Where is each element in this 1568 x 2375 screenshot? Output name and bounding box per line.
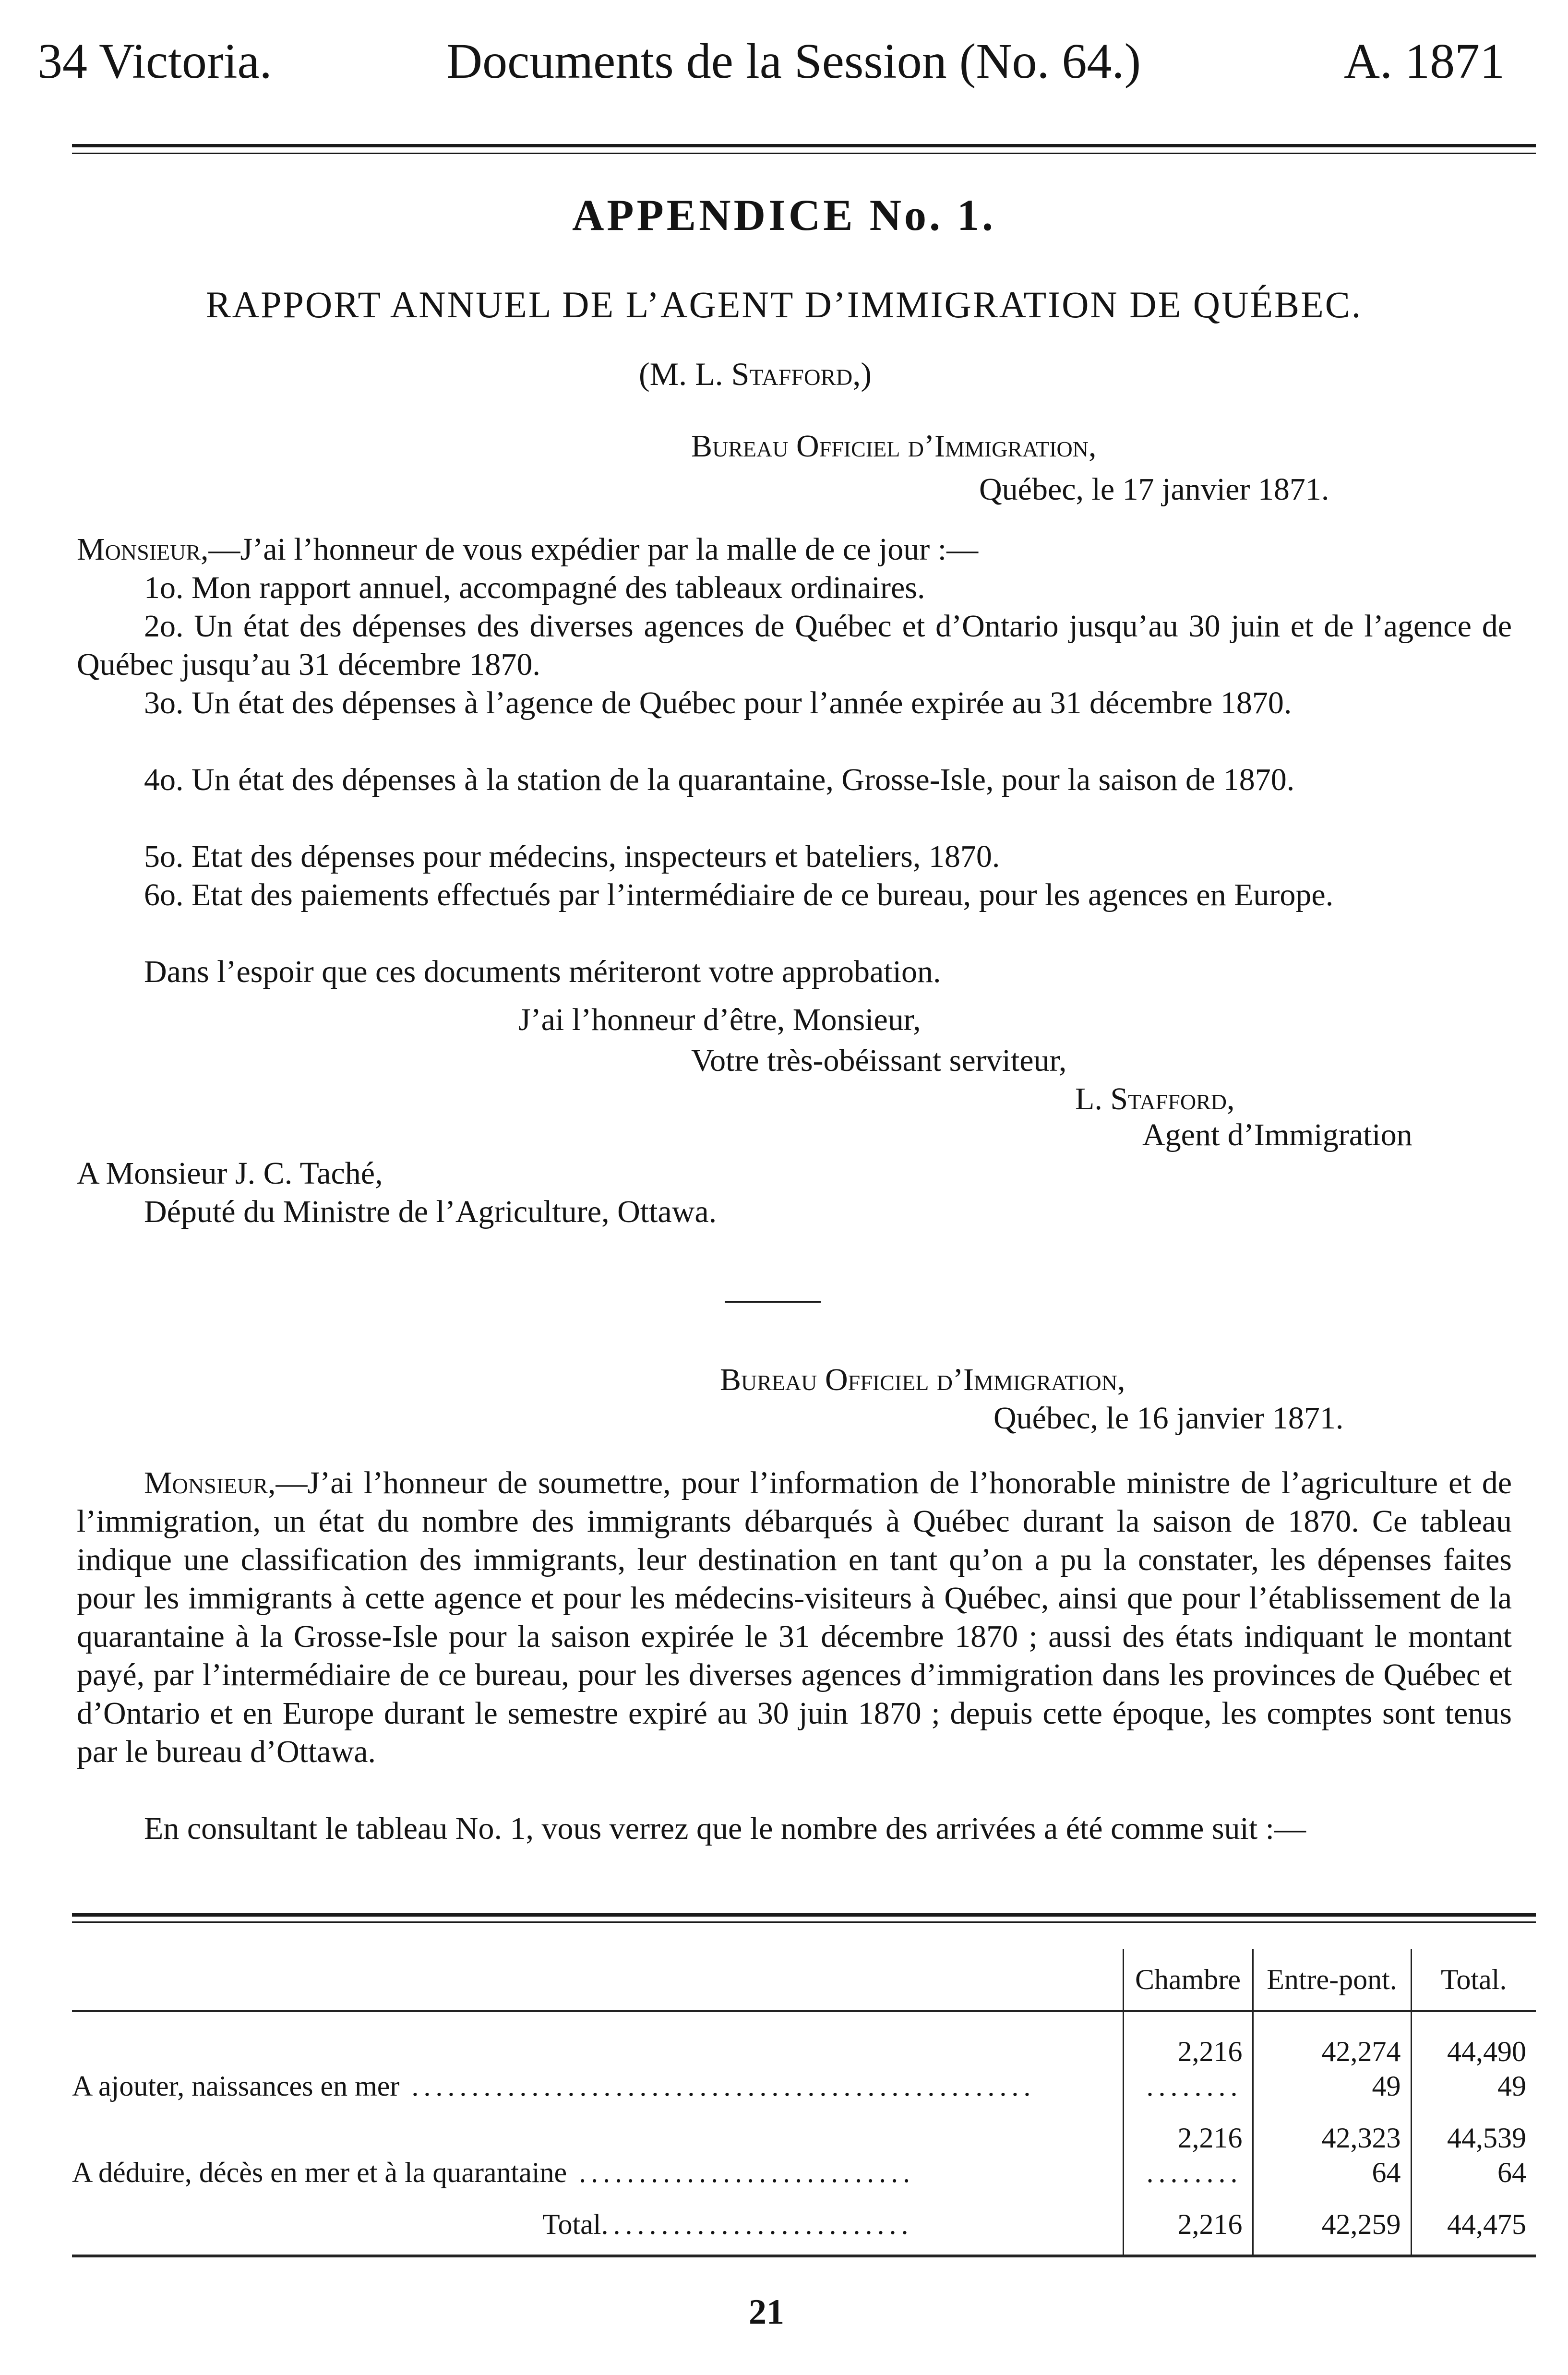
author-line: (M. L. Stafford,) <box>639 356 872 392</box>
letter1-office: Bureau Officiel d’Immigration, <box>691 429 1097 464</box>
page-number: 21 <box>749 2292 784 2332</box>
row1-entrepont: 42,274 <box>1253 2011 1411 2069</box>
letter1-sign-2: Votre très-obéissant serviteur, <box>691 1043 1067 1078</box>
row2-label: A ajouter, naissances en mer <box>72 2070 400 2102</box>
table-header-row <box>72 1949 1536 2011</box>
letter1-item-6: 6o. Etat des paiements effectués par l’intermédiaire de ce bureau, pour les agences en Europe. <box>144 877 1334 912</box>
header-left: 34 Victoria. <box>37 34 272 89</box>
total-label: Total <box>542 2208 601 2240</box>
letter1-addressee-1: A Monsieur J. C. Taché, <box>77 1156 383 1191</box>
letter1-closing: Dans l’espoir que ces documents mériteront votre approbation. <box>144 954 941 989</box>
row1-total: 44,490 <box>1411 2011 1536 2069</box>
letter1-item-3: 3o. Un état des dépenses à l’agence de Québec pour l’année expirée au 31 décembre 1870. <box>144 685 1292 720</box>
letter1-addressee-2: Député du Ministre de l’Agriculture, Ottawa. <box>144 1194 717 1229</box>
table-row <box>72 2011 1536 2069</box>
letter2-office: Bureau Officiel d’Immigration, <box>720 1362 1125 1397</box>
row2-entrepont: 49 <box>1253 2069 1411 2107</box>
letter2-place-date: Québec, le 16 janvier 1871. <box>993 1401 1344 1436</box>
table-row <box>72 2107 1536 2155</box>
letter2-body <box>77 1464 1512 1771</box>
appendix-title: APPENDICE No. 1. <box>572 191 996 240</box>
header-rule-thin <box>72 153 1536 154</box>
row1-chambre: 2,216 <box>1123 2011 1253 2069</box>
total-chambre: 2,216 <box>1123 2194 1253 2256</box>
header-rule-thick <box>72 144 1536 147</box>
table-total-row: Total.......................... 2,216 42,259 44,475 <box>72 2194 1536 2256</box>
letter1-opening-text: —J’ai l’honneur de vous expédier par la malle de ce jour :— <box>208 532 979 567</box>
letter1-item-1: 1o. Mon rapport annuel, accompagné des tableaux ordinaires. <box>144 570 925 605</box>
total-total: 44,475 <box>1411 2194 1536 2256</box>
report-title: RAPPORT ANNUEL DE L’AGENT D’IMMIGRATION DE QUÉBEC. <box>205 284 1363 325</box>
row2-total: 49 <box>1411 2069 1536 2107</box>
row4-chambre: ........ <box>1123 2155 1253 2194</box>
letter2-salutation: Monsieur, <box>144 1465 276 1500</box>
table-top-rule-thick <box>72 1913 1536 1917</box>
row4-label: A déduire, décès en mer et à la quarantaine <box>72 2157 567 2188</box>
letter1-sign-name: L. Stafford, <box>1075 1081 1235 1116</box>
letter1-sign-title: Agent d’Immigration <box>1142 1117 1412 1152</box>
letter1-item-2: 2o. Un état des dépenses des diverses agences de Québec et d’Ontario jusqu’au 30 juin et de l’agence de Québec jusqu’au 31 décembre 1870. <box>77 609 1512 682</box>
row3-total: 44,539 <box>1411 2107 1536 2155</box>
letter2-para2: En consultant le tableau No. 1, vous verrez que le nombre des arrivées a été comme suit :— <box>144 1811 1306 1846</box>
row4-entrepont: 64 <box>1253 2155 1411 2194</box>
arrivals-table <box>72 1949 1536 2257</box>
row3-chambre: 2,216 <box>1123 2107 1253 2155</box>
letter1-salutation: Monsieur, <box>77 532 209 567</box>
letter2-body-text: —J’ai l’honneur de soumettre, pour l’information de l’honorable ministre de l’agriculture et de l’immigration, un état du nombre des immigrants débarqués à Québec durant la saison de 1870. Ce tableau indique une classification des immigrants, leur destination en tant qu’on a pu la constater, les dépenses faites pour les immigrants à cette agence et pour les médecins-visiteurs à Québec, ainsi que pour l’établissement de la quarantaine à la Grosse-Isle pour la saison expirée le 31 décembre 1870 ; aussi des états indiquant le montant payé, par l’intermédiaire de ce bureau, pour les diverses agences d’immigration dans les provinces de Québec et d’Ontario et en Europe durant le semestre expiré au 30 juin 1870 ; depuis cette époque, les comptes sont tenus par le bureau d’Ottawa. <box>77 1465 1512 1769</box>
header-center: Documents de la Session (No. 64.) <box>446 34 1141 89</box>
header-right: A. 1871 <box>1344 34 1505 89</box>
letter1-item-5: 5o. Etat des dépenses pour médecins, inspecteurs et bateliers, 1870. <box>144 839 1000 874</box>
header-chambre: Chambre <box>1123 1949 1253 2011</box>
header-entrepont: Entre-pont. <box>1253 1949 1411 2011</box>
table-row: A déduire, décès en mer et à la quarantaine ............................ ........ 64 64 <box>72 2155 1536 2194</box>
total-entrepont: 42,259 <box>1253 2194 1411 2256</box>
letter1-sign-1: J’ai l’honneur d’être, Monsieur, <box>518 1002 921 1037</box>
letter1-item-4: 4o. Un état des dépenses à la station de la quarantaine, Grosse-Isle, pour la saison de 1870. <box>144 762 1295 797</box>
letter1-opening <box>77 530 1512 569</box>
row4-total: 64 <box>1411 2155 1536 2194</box>
header-total: Total. <box>1411 1949 1536 2011</box>
row3-entrepont: 42,323 <box>1253 2107 1411 2155</box>
row2-chambre: ........ <box>1123 2069 1253 2107</box>
table-top-rule-thin <box>72 1921 1536 1923</box>
table-row: A ajouter, naissances en mer .................................................... ........ 49 49 <box>72 2069 1536 2107</box>
section-divider <box>725 1301 821 1303</box>
letter1-place-date: Québec, le 17 janvier 1871. <box>979 472 1329 507</box>
